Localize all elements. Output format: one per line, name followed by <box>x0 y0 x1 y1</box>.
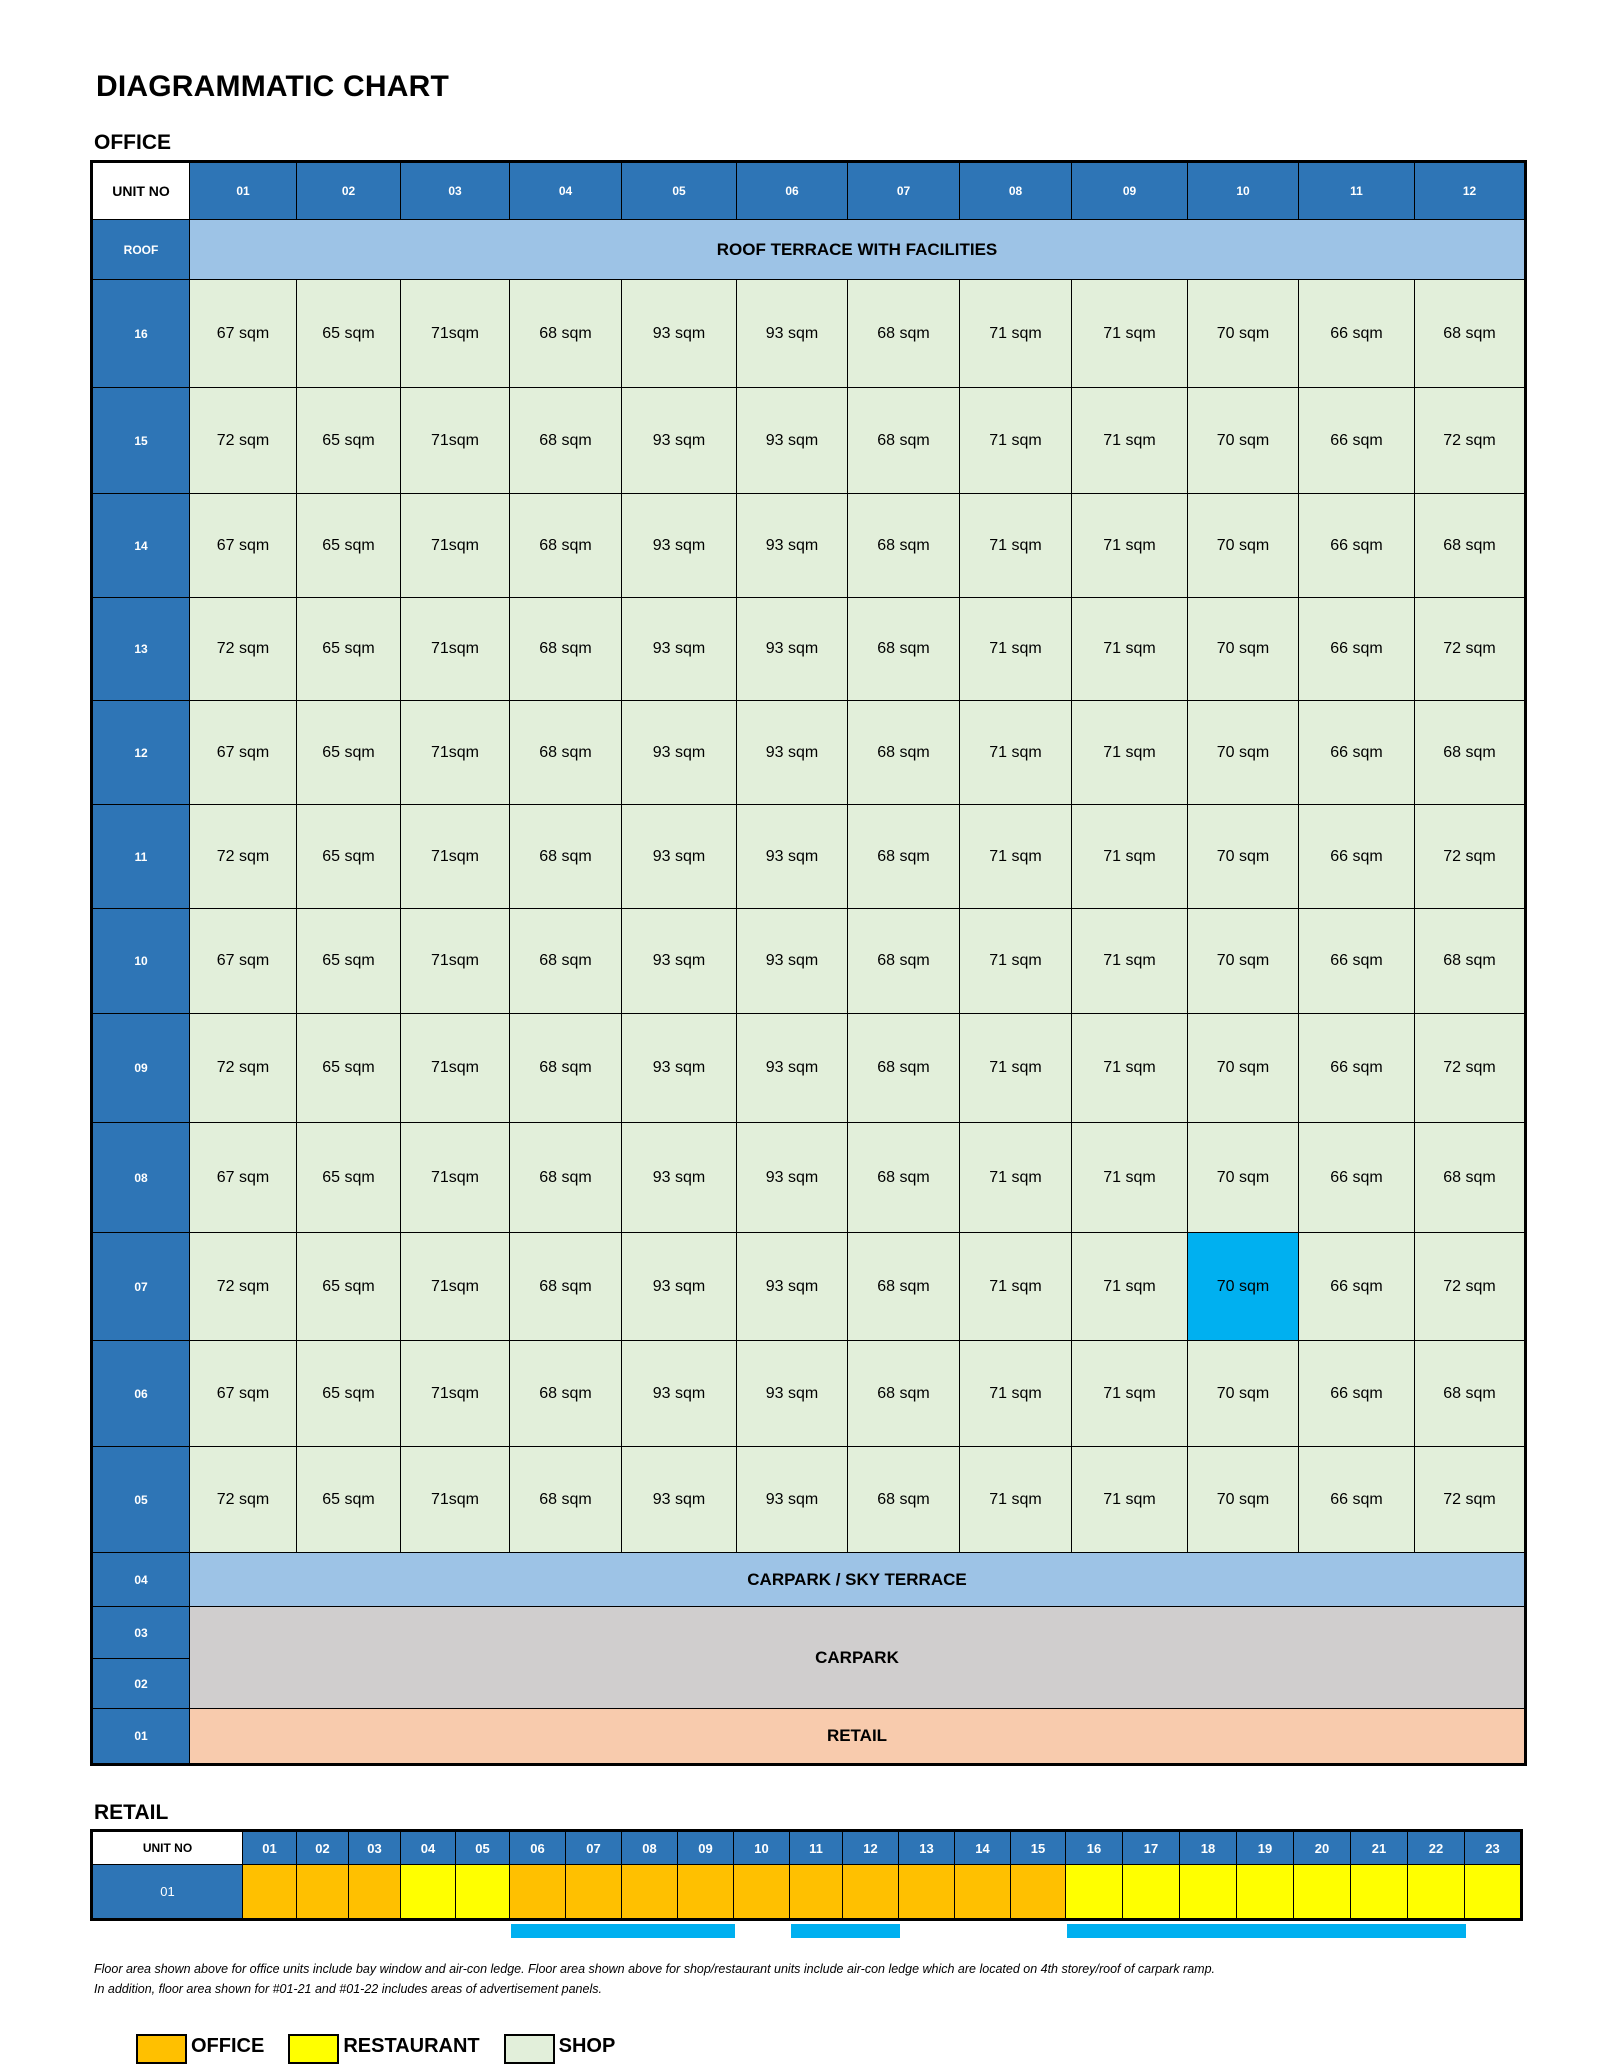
unit-cell-06-04: 68 sqm <box>510 1341 622 1447</box>
retail-unit-cell-14 <box>955 1865 1011 1920</box>
unit-cell-06-01: 67 sqm <box>190 1341 297 1447</box>
unit-cell-06-12: 68 sqm <box>1415 1341 1526 1447</box>
unit-cell-16-04: 68 sqm <box>510 280 622 388</box>
retail-unit-cell-09 <box>678 1865 734 1920</box>
unit-cell-10-04: 68 sqm <box>510 909 622 1014</box>
retail-unit-header-08: 08 <box>622 1831 678 1865</box>
unit-cell-11-07: 68 sqm <box>848 805 960 909</box>
unit-cell-07-10: 70 sqm <box>1188 1233 1299 1341</box>
unit-cell-10-08: 71 sqm <box>960 909 1072 1014</box>
floor-label-09: 09 <box>92 1014 190 1123</box>
office-floor-row-16 <box>92 280 1526 388</box>
office-unit-no-header: UNIT NO <box>92 162 190 220</box>
unit-cell-05-11: 66 sqm <box>1299 1447 1415 1553</box>
floor-label-11: 11 <box>92 805 190 909</box>
unit-cell-09-08: 71 sqm <box>960 1014 1072 1123</box>
office-unit-header-01: 01 <box>190 162 297 220</box>
legend-item-restaurant <box>288 2034 479 2064</box>
retail-unit-header-11: 11 <box>790 1831 843 1865</box>
retail-unit-no-header: UNIT NO <box>92 1831 243 1865</box>
unit-cell-08-02: 65 sqm <box>297 1123 401 1233</box>
retail-unit-cell-02 <box>297 1865 349 1920</box>
unit-cell-15-01: 72 sqm <box>190 388 297 494</box>
retail-unit-cell-01 <box>243 1865 297 1920</box>
retail-unit-header-13: 13 <box>899 1831 955 1865</box>
unit-cell-06-02: 65 sqm <box>297 1341 401 1447</box>
unit-cell-13-02: 65 sqm <box>297 598 401 701</box>
retail-chart-table <box>90 1829 1523 1921</box>
unit-cell-14-05: 93 sqm <box>622 494 737 598</box>
office-floor-row-11 <box>92 805 1526 909</box>
office-roof-row <box>92 220 1526 280</box>
office-floor-row-05 <box>92 1447 1526 1553</box>
unit-cell-09-12: 72 sqm <box>1415 1014 1526 1123</box>
unit-cell-12-08: 71 sqm <box>960 701 1072 805</box>
retail-unit-cell-16 <box>1066 1865 1123 1920</box>
unit-cell-14-01: 67 sqm <box>190 494 297 598</box>
unit-cell-13-01: 72 sqm <box>190 598 297 701</box>
office-unit-header-05: 05 <box>622 162 737 220</box>
unit-cell-13-04: 68 sqm <box>510 598 622 701</box>
footnote-line-2: In addition, floor area shown for #01-21 and #01-22 includes areas of advertisement panels. <box>94 1982 602 1996</box>
unit-cell-12-01: 67 sqm <box>190 701 297 805</box>
unit-cell-08-12: 68 sqm <box>1415 1123 1526 1233</box>
legend-swatch-restaurant <box>288 2034 339 2064</box>
retail-unit-header-17: 17 <box>1123 1831 1180 1865</box>
legend-swatch-office <box>136 2034 187 2064</box>
retail-unit-header-01: 01 <box>243 1831 297 1865</box>
unit-cell-12-05: 93 sqm <box>622 701 737 805</box>
unit-cell-08-09: 71 sqm <box>1072 1123 1188 1233</box>
podium-band-retail: RETAIL <box>190 1709 1526 1765</box>
floor-label-03: 03 <box>92 1607 190 1659</box>
unit-cell-16-05: 93 sqm <box>622 280 737 388</box>
advertisement-panel-bar-3 <box>1067 1924 1466 1938</box>
office-section-label: OFFICE <box>94 131 171 154</box>
unit-cell-10-02: 65 sqm <box>297 909 401 1014</box>
unit-cell-05-01: 72 sqm <box>190 1447 297 1553</box>
unit-cell-13-08: 71 sqm <box>960 598 1072 701</box>
retail-unit-header-21: 21 <box>1351 1831 1408 1865</box>
unit-cell-16-01: 67 sqm <box>190 280 297 388</box>
unit-cell-16-12: 68 sqm <box>1415 280 1526 388</box>
unit-cell-05-09: 71 sqm <box>1072 1447 1188 1553</box>
unit-cell-16-03: 71sqm <box>401 280 510 388</box>
unit-cell-11-06: 93 sqm <box>737 805 848 909</box>
retail-unit-header-09: 09 <box>678 1831 734 1865</box>
office-chart-table <box>90 160 1527 1766</box>
office-floor-row-15 <box>92 388 1526 494</box>
unit-cell-14-03: 71sqm <box>401 494 510 598</box>
floor-label-14: 14 <box>92 494 190 598</box>
office-floor-row-12 <box>92 701 1526 805</box>
unit-cell-15-09: 71 sqm <box>1072 388 1188 494</box>
unit-cell-08-03: 71sqm <box>401 1123 510 1233</box>
retail-unit-cell-15 <box>1011 1865 1066 1920</box>
unit-cell-07-12: 72 sqm <box>1415 1233 1526 1341</box>
floor-label-10: 10 <box>92 909 190 1014</box>
unit-cell-07-05: 93 sqm <box>622 1233 737 1341</box>
unit-cell-08-05: 93 sqm <box>622 1123 737 1233</box>
unit-cell-15-04: 68 sqm <box>510 388 622 494</box>
floor-label-12: 12 <box>92 701 190 805</box>
office-floor-row-13 <box>92 598 1526 701</box>
unit-cell-05-12: 72 sqm <box>1415 1447 1526 1553</box>
retail-unit-header-10: 10 <box>734 1831 790 1865</box>
unit-cell-16-11: 66 sqm <box>1299 280 1415 388</box>
unit-cell-10-05: 93 sqm <box>622 909 737 1014</box>
unit-cell-14-06: 93 sqm <box>737 494 848 598</box>
unit-cell-12-12: 68 sqm <box>1415 701 1526 805</box>
retail-unit-header-04: 04 <box>401 1831 456 1865</box>
retail-unit-cell-04 <box>401 1865 456 1920</box>
retail-unit-header-05: 05 <box>456 1831 510 1865</box>
unit-cell-12-06: 93 sqm <box>737 701 848 805</box>
unit-cell-06-10: 70 sqm <box>1188 1341 1299 1447</box>
retail-unit-header-06: 06 <box>510 1831 566 1865</box>
unit-cell-15-03: 71sqm <box>401 388 510 494</box>
unit-cell-07-07: 68 sqm <box>848 1233 960 1341</box>
unit-cell-05-06: 93 sqm <box>737 1447 848 1553</box>
unit-cell-09-03: 71sqm <box>401 1014 510 1123</box>
retail-unit-cell-03 <box>349 1865 401 1920</box>
office-unit-header-09: 09 <box>1072 162 1188 220</box>
retail-unit-header-07: 07 <box>566 1831 622 1865</box>
advertisement-panel-bar-1 <box>511 1924 735 1938</box>
office-floor-row-09 <box>92 1014 1526 1123</box>
floor-label-01: 01 <box>92 1709 190 1765</box>
unit-cell-07-01: 72 sqm <box>190 1233 297 1341</box>
unit-cell-06-08: 71 sqm <box>960 1341 1072 1447</box>
unit-cell-11-04: 68 sqm <box>510 805 622 909</box>
legend <box>136 2034 639 2064</box>
unit-cell-06-11: 66 sqm <box>1299 1341 1415 1447</box>
unit-cell-05-05: 93 sqm <box>622 1447 737 1553</box>
floor-label-13: 13 <box>92 598 190 701</box>
unit-cell-15-02: 65 sqm <box>297 388 401 494</box>
unit-cell-13-07: 68 sqm <box>848 598 960 701</box>
unit-cell-05-07: 68 sqm <box>848 1447 960 1553</box>
retail-unit-cell-18 <box>1180 1865 1237 1920</box>
retail-unit-header-23: 23 <box>1465 1831 1522 1865</box>
unit-cell-07-02: 65 sqm <box>297 1233 401 1341</box>
office-floor-row-10 <box>92 909 1526 1014</box>
unit-cell-13-12: 72 sqm <box>1415 598 1526 701</box>
unit-cell-10-09: 71 sqm <box>1072 909 1188 1014</box>
retail-unit-header-20: 20 <box>1294 1831 1351 1865</box>
unit-cell-10-11: 66 sqm <box>1299 909 1415 1014</box>
unit-cell-10-06: 93 sqm <box>737 909 848 1014</box>
floor-label-05: 05 <box>92 1447 190 1553</box>
unit-cell-14-04: 68 sqm <box>510 494 622 598</box>
unit-cell-09-06: 93 sqm <box>737 1014 848 1123</box>
unit-cell-11-03: 71sqm <box>401 805 510 909</box>
podium-row-03 <box>92 1607 1526 1659</box>
unit-cell-07-08: 71 sqm <box>960 1233 1072 1341</box>
unit-cell-06-09: 71 sqm <box>1072 1341 1188 1447</box>
retail-unit-header-02: 02 <box>297 1831 349 1865</box>
unit-cell-05-04: 68 sqm <box>510 1447 622 1553</box>
retail-unit-cell-21 <box>1351 1865 1408 1920</box>
unit-cell-12-09: 71 sqm <box>1072 701 1188 805</box>
office-floor-row-07 <box>92 1233 1526 1341</box>
unit-cell-12-11: 66 sqm <box>1299 701 1415 805</box>
floor-label-06: 06 <box>92 1341 190 1447</box>
retail-unit-header-03: 03 <box>349 1831 401 1865</box>
unit-cell-15-12: 72 sqm <box>1415 388 1526 494</box>
unit-cell-14-12: 68 sqm <box>1415 494 1526 598</box>
retail-unit-cell-13 <box>899 1865 955 1920</box>
legend-label-restaurant: RESTAURANT <box>343 2035 480 2057</box>
unit-cell-07-11: 66 sqm <box>1299 1233 1415 1341</box>
unit-cell-12-02: 65 sqm <box>297 701 401 805</box>
retail-unit-header-14: 14 <box>955 1831 1011 1865</box>
unit-cell-11-09: 71 sqm <box>1072 805 1188 909</box>
office-unit-header-04: 04 <box>510 162 622 220</box>
retail-unit-header-12: 12 <box>843 1831 899 1865</box>
retail-unit-header-16: 16 <box>1066 1831 1123 1865</box>
podium-row-04 <box>92 1553 1526 1607</box>
unit-cell-14-11: 66 sqm <box>1299 494 1415 598</box>
unit-cell-05-08: 71 sqm <box>960 1447 1072 1553</box>
podium-row-01 <box>92 1709 1526 1765</box>
unit-cell-15-06: 93 sqm <box>737 388 848 494</box>
retail-unit-cell-08 <box>622 1865 678 1920</box>
retail-unit-header-15: 15 <box>1011 1831 1066 1865</box>
podium-band-carpark: CARPARK <box>190 1607 1526 1709</box>
floor-label-08: 08 <box>92 1123 190 1233</box>
unit-cell-13-06: 93 sqm <box>737 598 848 701</box>
unit-cell-08-10: 70 sqm <box>1188 1123 1299 1233</box>
legend-swatch-shop <box>504 2034 555 2064</box>
legend-item-office <box>136 2034 264 2064</box>
unit-cell-11-02: 65 sqm <box>297 805 401 909</box>
unit-cell-05-03: 71sqm <box>401 1447 510 1553</box>
unit-cell-09-11: 66 sqm <box>1299 1014 1415 1123</box>
retail-section-label: RETAIL <box>94 1801 169 1824</box>
retail-unit-header-18: 18 <box>1180 1831 1237 1865</box>
unit-cell-07-04: 68 sqm <box>510 1233 622 1341</box>
retail-row-label: 01 <box>92 1865 243 1920</box>
retail-unit-row <box>92 1865 1522 1920</box>
footnote-line-1: Floor area shown above for office units include bay window and air-con ledge. Floor area shown above for shop/restaurant units include air-con ledge which are located on 4th storey/roof of carpark ramp. <box>94 1962 1216 1976</box>
unit-cell-13-11: 66 sqm <box>1299 598 1415 701</box>
unit-cell-11-12: 72 sqm <box>1415 805 1526 909</box>
unit-cell-16-07: 68 sqm <box>848 280 960 388</box>
unit-cell-14-07: 68 sqm <box>848 494 960 598</box>
floor-label-02: 02 <box>92 1659 190 1709</box>
unit-cell-06-05: 93 sqm <box>622 1341 737 1447</box>
retail-unit-cell-23 <box>1465 1865 1522 1920</box>
office-floor-row-14 <box>92 494 1526 598</box>
unit-cell-09-09: 71 sqm <box>1072 1014 1188 1123</box>
unit-cell-07-09: 71 sqm <box>1072 1233 1188 1341</box>
retail-unit-header-22: 22 <box>1408 1831 1465 1865</box>
unit-cell-12-10: 70 sqm <box>1188 701 1299 805</box>
retail-unit-cell-05 <box>456 1865 510 1920</box>
unit-cell-08-01: 67 sqm <box>190 1123 297 1233</box>
retail-unit-cell-10 <box>734 1865 790 1920</box>
retail-unit-cell-19 <box>1237 1865 1294 1920</box>
unit-cell-14-08: 71 sqm <box>960 494 1072 598</box>
unit-cell-12-04: 68 sqm <box>510 701 622 805</box>
floor-label-16: 16 <box>92 280 190 388</box>
unit-cell-08-07: 68 sqm <box>848 1123 960 1233</box>
office-header-row <box>92 162 1526 220</box>
unit-cell-10-01: 67 sqm <box>190 909 297 1014</box>
office-unit-header-11: 11 <box>1299 162 1415 220</box>
unit-cell-15-05: 93 sqm <box>622 388 737 494</box>
unit-cell-09-01: 72 sqm <box>190 1014 297 1123</box>
advertisement-panel-bar-2 <box>791 1924 900 1938</box>
unit-cell-08-11: 66 sqm <box>1299 1123 1415 1233</box>
retail-unit-cell-20 <box>1294 1865 1351 1920</box>
office-floor-row-06 <box>92 1341 1526 1447</box>
retail-unit-cell-12 <box>843 1865 899 1920</box>
unit-cell-11-11: 66 sqm <box>1299 805 1415 909</box>
unit-cell-13-03: 71sqm <box>401 598 510 701</box>
office-unit-header-08: 08 <box>960 162 1072 220</box>
unit-cell-15-11: 66 sqm <box>1299 388 1415 494</box>
office-floor-row-08 <box>92 1123 1526 1233</box>
unit-cell-13-09: 71 sqm <box>1072 598 1188 701</box>
office-unit-header-02: 02 <box>297 162 401 220</box>
unit-cell-13-10: 70 sqm <box>1188 598 1299 701</box>
unit-cell-08-08: 71 sqm <box>960 1123 1072 1233</box>
retail-unit-cell-17 <box>1123 1865 1180 1920</box>
unit-cell-16-08: 71 sqm <box>960 280 1072 388</box>
unit-cell-15-07: 68 sqm <box>848 388 960 494</box>
unit-cell-11-10: 70 sqm <box>1188 805 1299 909</box>
unit-cell-08-04: 68 sqm <box>510 1123 622 1233</box>
unit-cell-09-04: 68 sqm <box>510 1014 622 1123</box>
legend-item-shop <box>504 2034 616 2064</box>
retail-unit-header-19: 19 <box>1237 1831 1294 1865</box>
floor-label-roof: ROOF <box>92 220 190 280</box>
office-unit-header-12: 12 <box>1415 162 1526 220</box>
unit-cell-05-02: 65 sqm <box>297 1447 401 1553</box>
office-unit-header-06: 06 <box>737 162 848 220</box>
unit-cell-16-06: 93 sqm <box>737 280 848 388</box>
retail-unit-cell-06 <box>510 1865 566 1920</box>
unit-cell-08-06: 93 sqm <box>737 1123 848 1233</box>
unit-cell-10-07: 68 sqm <box>848 909 960 1014</box>
retail-unit-cell-07 <box>566 1865 622 1920</box>
unit-cell-13-05: 93 sqm <box>622 598 737 701</box>
unit-cell-09-02: 65 sqm <box>297 1014 401 1123</box>
floor-label-15: 15 <box>92 388 190 494</box>
retail-unit-cell-11 <box>790 1865 843 1920</box>
office-unit-header-07: 07 <box>848 162 960 220</box>
floor-label-07: 07 <box>92 1233 190 1341</box>
retail-header-row <box>92 1831 1522 1865</box>
unit-cell-09-10: 70 sqm <box>1188 1014 1299 1123</box>
unit-cell-14-10: 70 sqm <box>1188 494 1299 598</box>
unit-cell-05-10: 70 sqm <box>1188 1447 1299 1553</box>
unit-cell-15-10: 70 sqm <box>1188 388 1299 494</box>
unit-cell-16-10: 70 sqm <box>1188 280 1299 388</box>
unit-cell-12-03: 71sqm <box>401 701 510 805</box>
legend-label-office: OFFICE <box>191 2035 265 2057</box>
unit-cell-10-03: 71sqm <box>401 909 510 1014</box>
unit-cell-16-02: 65 sqm <box>297 280 401 388</box>
legend-label-shop: SHOP <box>558 2035 616 2057</box>
unit-cell-14-02: 65 sqm <box>297 494 401 598</box>
unit-cell-07-06: 93 sqm <box>737 1233 848 1341</box>
unit-cell-15-08: 71 sqm <box>960 388 1072 494</box>
unit-cell-14-09: 71 sqm <box>1072 494 1188 598</box>
unit-cell-06-06: 93 sqm <box>737 1341 848 1447</box>
page-title: DIAGRAMMATIC CHART <box>96 70 449 103</box>
unit-cell-11-05: 93 sqm <box>622 805 737 909</box>
unit-cell-11-01: 72 sqm <box>190 805 297 909</box>
floor-label-04: 04 <box>92 1553 190 1607</box>
retail-unit-cell-22 <box>1408 1865 1465 1920</box>
office-unit-header-10: 10 <box>1188 162 1299 220</box>
unit-cell-10-10: 70 sqm <box>1188 909 1299 1014</box>
unit-cell-16-09: 71 sqm <box>1072 280 1188 388</box>
unit-cell-09-07: 68 sqm <box>848 1014 960 1123</box>
office-unit-header-03: 03 <box>401 162 510 220</box>
podium-band-carpark-sky-terrace: CARPARK / SKY TERRACE <box>190 1553 1526 1607</box>
unit-cell-06-03: 71sqm <box>401 1341 510 1447</box>
roof-terrace-band: ROOF TERRACE WITH FACILITIES <box>190 220 1526 280</box>
unit-cell-07-03: 71sqm <box>401 1233 510 1341</box>
unit-cell-10-12: 68 sqm <box>1415 909 1526 1014</box>
unit-cell-11-08: 71 sqm <box>960 805 1072 909</box>
unit-cell-06-07: 68 sqm <box>848 1341 960 1447</box>
unit-cell-09-05: 93 sqm <box>622 1014 737 1123</box>
unit-cell-12-07: 68 sqm <box>848 701 960 805</box>
